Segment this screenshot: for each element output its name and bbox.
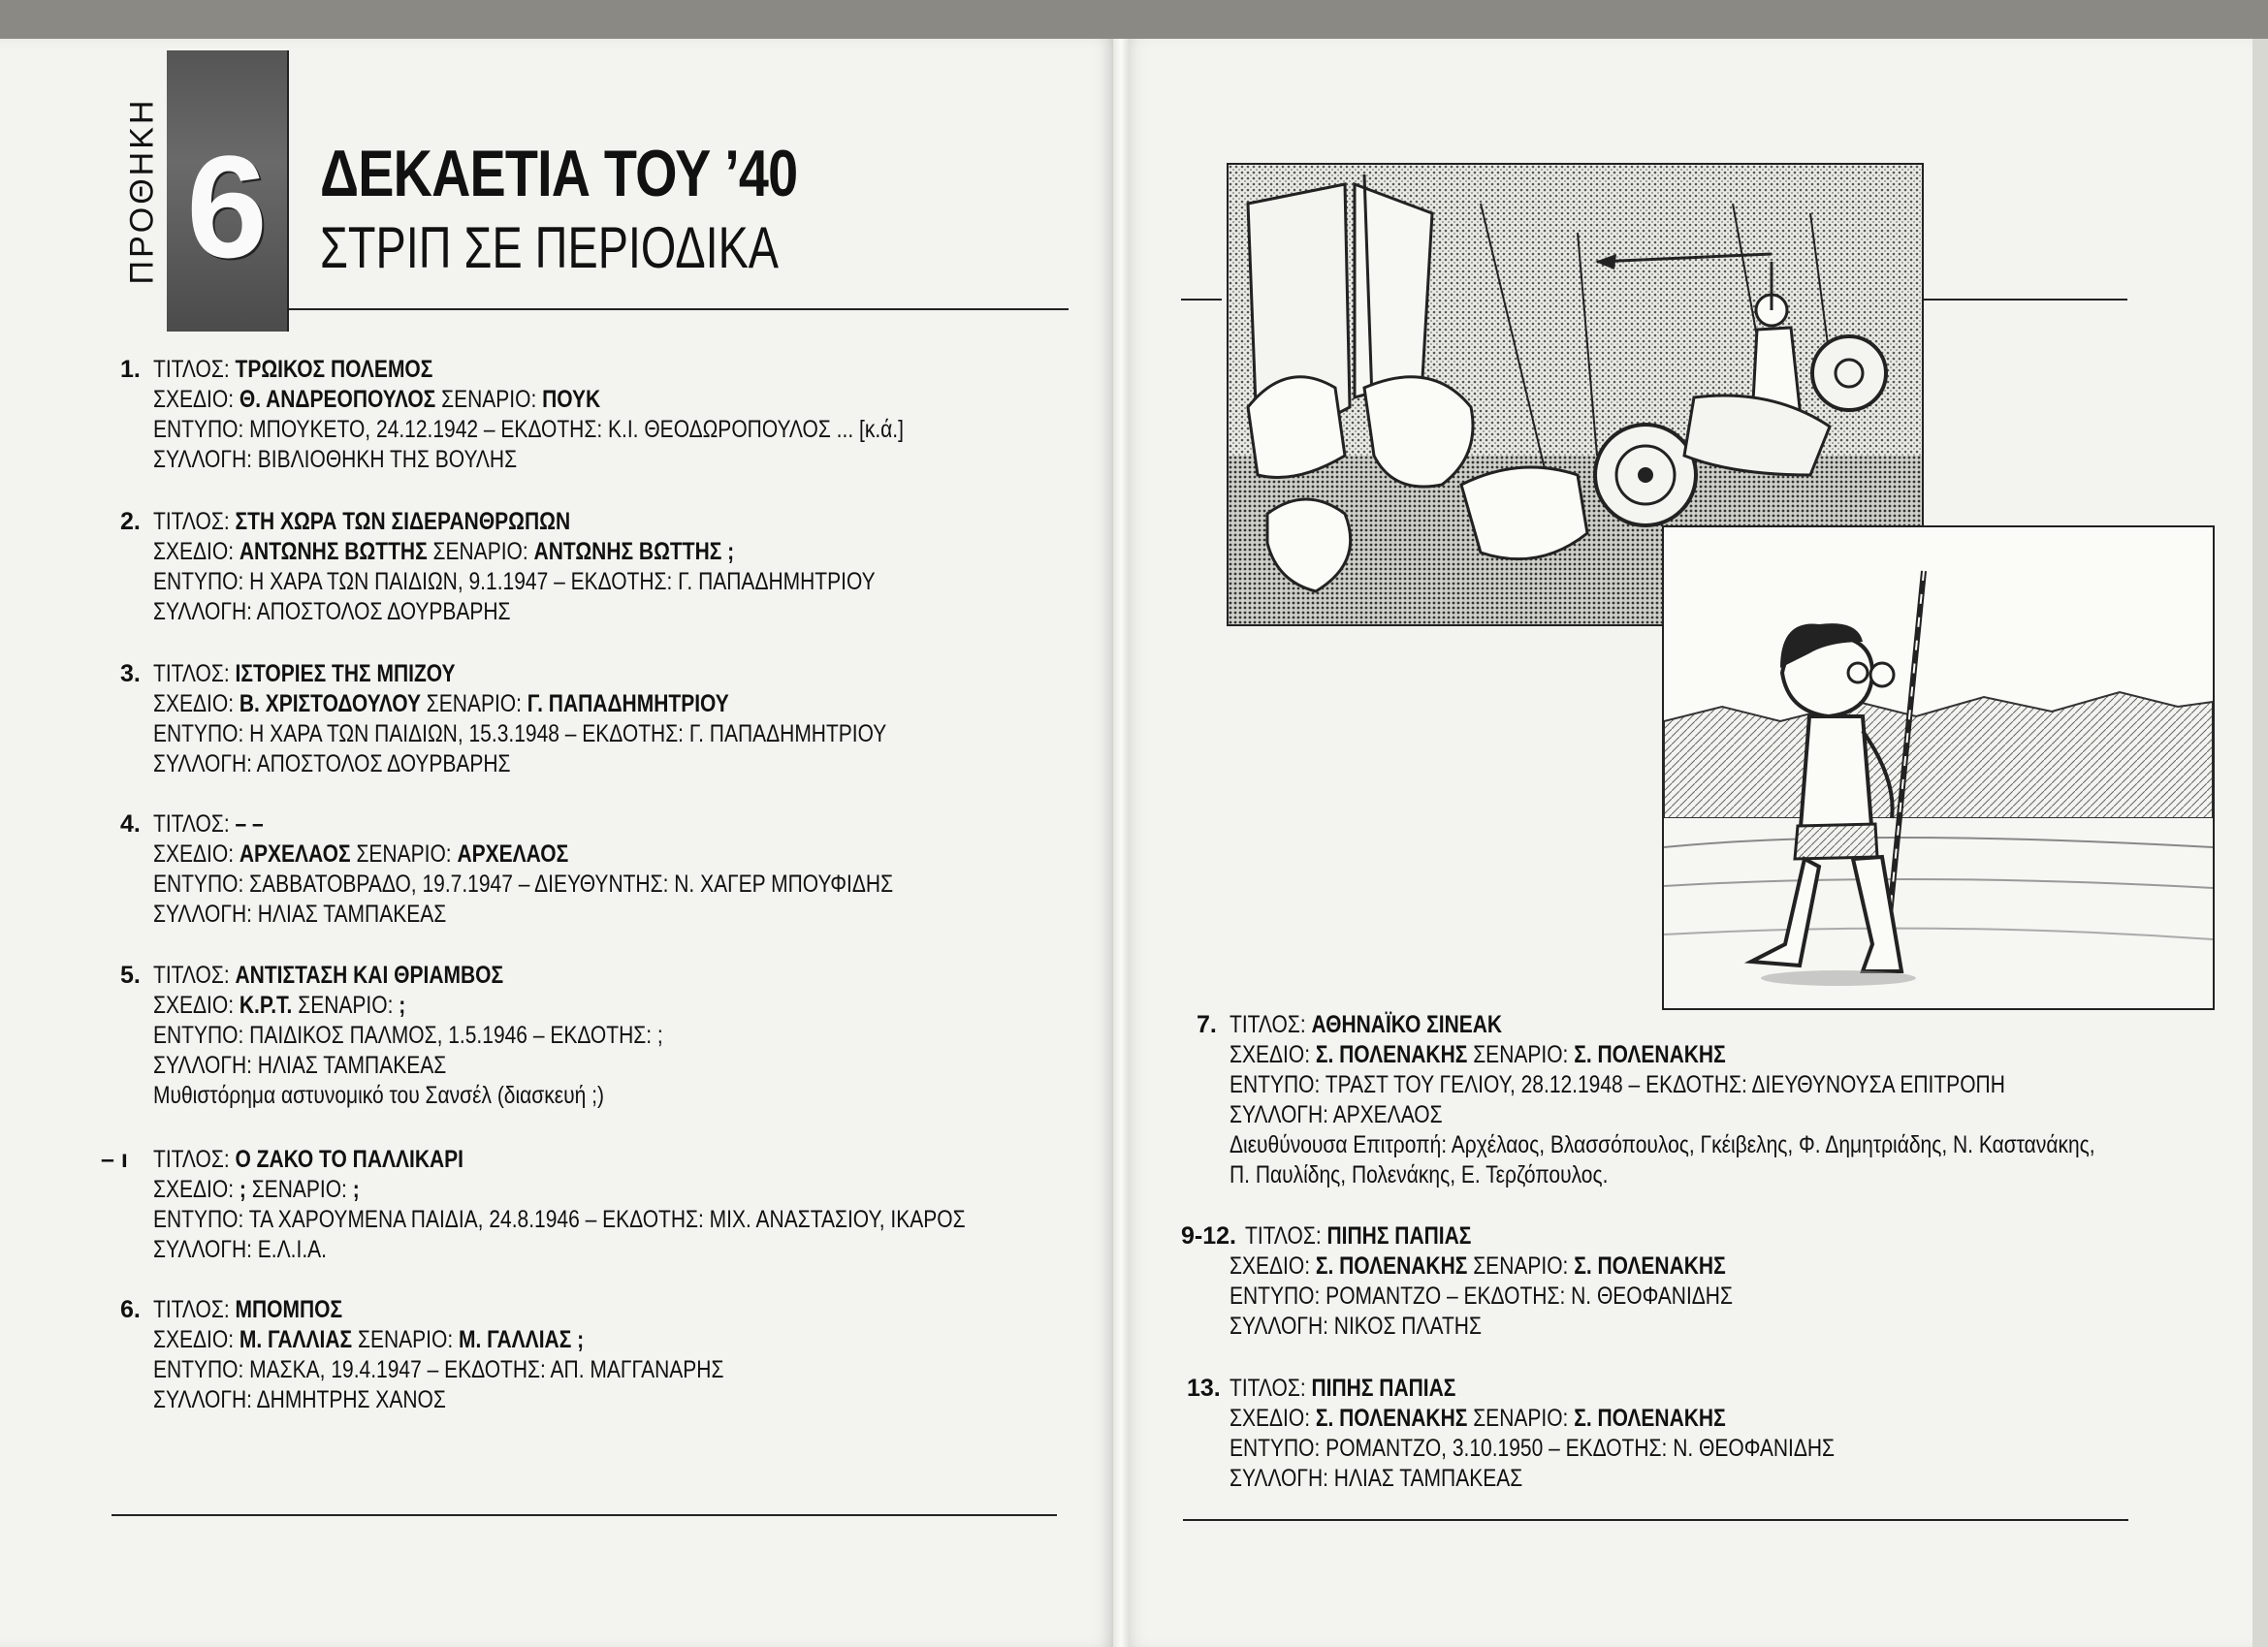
bottom-rule-right — [1183, 1519, 2128, 1521]
catalog-entry: ΤΙΤΛΟΣ: ΠΙΠΗΣ ΠΑΠΙΑΣ — [1245, 1222, 1472, 1250]
entry-number: 9-12. — [1181, 1222, 1236, 1250]
entry-title: Ο ΖΑΚΟ ΤΟ ΠΑΛΛΙΚΑΡΙ — [235, 1146, 464, 1173]
warrior-drawing — [1664, 527, 2213, 1008]
book-spine — [1113, 39, 1129, 1647]
entry-number: 13. — [1187, 1375, 1221, 1402]
page-title: ΔΕΚΑΕΤΙΑ ΤΟΥ ’40 — [320, 137, 798, 210]
catalog-entry: ΤΙΤΛΟΣ: – – ΣΧΕΔΙΟ: ΑΡΧΕΛΑΟΣ ΣΕΝΑΡΙΟ: ΑΡΧΕΛΑΟΣ ΕΝΤΥΠΟ: ΣΑΒΒΑΤΟΒΡΑΔΟ, 19.7.1947 – ΔΙΕΥΘΥΝΤΗΣ: Ν. ΧΑΓΕΡ ΜΠΟΥΦΙΔΗΣ ΣΥΛΛΟΓΗ: ΗΛΙΑΣ ΤΑΜΠΑΚΕΑΣ — [153, 810, 894, 928]
catalog-entry: ΤΙΤΛΟΣ: ΣΤΗ ΧΩΡΑ ΤΩΝ ΣΙΔΕΡΑΝΘΡΩΠΩΝ ΣΧΕΔΙΟ: ΑΝΤΩΝΗΣ ΒΩΤΤΗΣ ΣΕΝΑΡΙΟ: ΑΝΤΩΝΗΣ ΒΩΤΤΗΣ ; ΕΝΤΥΠΟ: Η ΧΑΡΑ ΤΩΝ ΠΑΙΔΙΩΝ, 9.1.1947 – ΕΚΔΟΤΗΣ: Γ. ΠΑΠΑΔΗΜΗΤΡΙΟΥ ΣΥΛΛΟΓΗ: ΑΠΟΣΤΟΛΟΣ ΔΟΥΡΒΑΡΗΣ — [153, 508, 876, 625]
bottom-rule-left — [112, 1514, 1057, 1516]
catalog-entry-details: ΣΧΕΔΙΟ: Σ. ΠΟΛΕΝΑΚΗΣ ΣΕΝΑΡΙΟ: Σ. ΠΟΛΕΝΑΚΗΣ ΕΝΤΥΠΟ: ΡΟΜΑΝΤΖΟ – ΕΚΔΟΤΗΣ: Ν. ΘΕΟΦΑΝΙΔΗΣ ΣΥΛΛΟΓΗ: ΝΙΚΟΣ ΠΛΑΤΗΣ — [1230, 1252, 1733, 1340]
section-number: 6 — [186, 125, 268, 288]
entry-number: 1. — [120, 356, 141, 383]
side-label-tab — [114, 50, 171, 332]
frame-tick-left — [1181, 299, 1222, 301]
entry-number: 4. — [120, 810, 141, 838]
entry-number: 2. — [120, 508, 141, 535]
entry-title: ΤΡΩΙΚΟΣ ΠΟΛΕΜΟΣ — [235, 356, 433, 383]
entry-title: ΣΤΗ ΧΩΡΑ ΤΩΝ ΣΙΔΕΡΑΝΘΡΩΠΩΝ — [235, 508, 571, 535]
frame-tick-right — [1922, 299, 2127, 301]
entry-number: 7. — [1197, 1011, 1217, 1038]
page-edge — [2252, 39, 2268, 1647]
page-subtitle: ΣΤΡΙΠ ΣΕ ΠΕΡΙΟΔΙΚΑ — [320, 215, 780, 280]
catalog-entry: ΤΙΤΛΟΣ: ΜΠΟΜΠΟΣ ΣΧΕΔΙΟ: Μ. ΓΑΛΛΙΑΣ ΣΕΝΑΡΙΟ: Μ. ΓΑΛΛΙΑΣ ; ΕΝΤΥΠΟ: ΜΑΣΚΑ, 19.4.1947 – ΕΚΔΟΤΗΣ: ΑΠ. ΜΑΓΓΑΝΑΡΗΣ ΣΥΛΛΟΓΗ: ΔΗΜΗΤΡΗΣ ΧΑΝΟΣ — [153, 1296, 724, 1413]
catalog-entry: ΤΙΤΛΟΣ: Ο ΖΑΚΟ ΤΟ ΠΑΛΛΙΚΑΡΙ ΣΧΕΔΙΟ: ; ΣΕΝΑΡΙΟ: ; ΕΝΤΥΠΟ: ΤΑ ΧΑΡΟΥΜΕΝΑ ΠΑΙΔΙΑ, 24.8.1946 – ΕΚΔΟΤΗΣ: ΜΙΧ. ΑΝΑΣΤΑΣΙΟΥ, ΙΚΑΡΟΣ ΣΥΛΛΟΓΗ: Ε.Λ.Ι.Α. — [153, 1146, 966, 1263]
entry-title: ΠΙΠΗΣ ΠΑΠΙΑΣ — [1326, 1222, 1472, 1250]
catalog-entry: ΤΙΤΛΟΣ: ΑΝΤΙΣΤΑΣΗ ΚΑΙ ΘΡΙΑΜΒΟΣ ΣΧΕΔΙΟ: Κ.Ρ.Τ. ΣΕΝΑΡΙΟ: ; ΕΝΤΥΠΟ: ΠΑΙΔΙΚΟΣ ΠΑΛΜΟΣ, 1.5.1946 – ΕΚΔΟΤΗΣ: ; ΣΥΛΛΟΓΗ: ΗΛΙΑΣ ΤΑΜΠΑΚΕΑΣ Μυθιστόρημα αστυνομικό του Σανσέλ (διασκευή ;) — [153, 962, 663, 1109]
catalog-entry: ΤΙΤΛΟΣ: ΤΡΩΙΚΟΣ ΠΟΛΕΜΟΣ ΣΧΕΔΙΟ: Θ. ΑΝΔΡΕΟΠΟΥΛΟΣ ΣΕΝΑΡΙΟ: ΠΟΥΚ ΕΝΤΥΠΟ: ΜΠΟΥΚΕΤΟ, 24.12.1942 – ΕΚΔΟΤΗΣ: Κ.Ι. ΘΕΟΔΩΡΟΠΟΥΛΟΣ ... [κ.ά.] ΣΥΛΛΟΓΗ: ΒΙΒΛΙΟΘΗΚΗ ΤΗΣ ΒΟΥΛΗΣ — [153, 356, 904, 473]
catalog-entry: ΤΙΤΛΟΣ: ΑΘΗΝΑΪΚΟ ΣΙΝΕΑΚ ΣΧΕΔΙΟ: Σ. ΠΟΛΕΝΑΚΗΣ ΣΕΝΑΡΙΟ: Σ. ΠΟΛΕΝΑΚΗΣ ΕΝΤΥΠΟ: ΤΡΑΣΤ ΤΟΥ ΓΕΛΙΟΥ, 28.12.1948 – ΕΚΔΟΤΗΣ: ΔΙΕΥΘΥΝΟΥΣΑ ΕΠΙΤΡΟΠΗ ΣΥΛΛΟΓΗ: ΑΡΧΕΛΑΟΣ Διευθύνουσα Επιτροπή: Αρχέλαος, Βλασσόπουλος, Γκέιβελης, Φ. Δημητριάδης, Ν. Καστανάκης, Π. Παυλίδης, Πολενάκης, Ε. Τερζόπουλος. — [1230, 1011, 2095, 1188]
header-rule — [287, 308, 1069, 310]
entry-number: 3. — [120, 660, 141, 687]
catalog-entry: ΤΙΤΛΟΣ: ΙΣΤΟΡΙΕΣ ΤΗΣ ΜΠΙΖΟΥ ΣΧΕΔΙΟ: Β. ΧΡΙΣΤΟΔΟΥΛΟΥ ΣΕΝΑΡΙΟ: Γ. ΠΑΠΑΔΗΜΗΤΡΙΟΥ ΕΝΤΥΠΟ: Η ΧΑΡΑ ΤΩΝ ΠΑΙΔΙΩΝ, 15.3.1948 – ΕΚΔΟΤΗΣ: Γ. ΠΑΠΑΔΗΜΗΤΡΙΟΥ ΣΥΛΛΟΓΗ: ΑΠΟΣΤΟΛΟΣ ΔΟΥΡΒΑΡΗΣ — [153, 660, 887, 777]
side-label: ΠΡΟΘΗΚΗ — [123, 97, 161, 285]
entry-note: Διευθύνουσα Επιτροπή: Αρχέλαος, Βλασσόπουλος, Γκέιβελης, Φ. Δημητριάδης, Ν. Καστανάκης, — [1230, 1131, 2095, 1158]
entry-title: – – — [235, 810, 264, 838]
entry-title: ΙΣΤΟΡΙΕΣ ΤΗΣ ΜΠΙΖΟΥ — [235, 660, 456, 687]
entry-number: – ı — [101, 1146, 128, 1173]
entry-number: 5. — [120, 962, 141, 989]
entry-note: Μυθιστόρημα αστυνομικό του Σανσέλ (διασκευή ;) — [153, 1082, 604, 1109]
comic-panel-warrior — [1662, 525, 2215, 1010]
entry-title: ΑΘΗΝΑΪΚΟ ΣΙΝΕΑΚ — [1311, 1011, 1503, 1038]
entry-number: 6. — [120, 1296, 141, 1323]
entry-title: ΠΙΠΗΣ ΠΑΠΙΑΣ — [1311, 1375, 1456, 1402]
catalog-entry: ΤΙΤΛΟΣ: ΠΙΠΗΣ ΠΑΠΙΑΣ ΣΧΕΔΙΟ: Σ. ΠΟΛΕΝΑΚΗΣ ΣΕΝΑΡΙΟ: Σ. ΠΟΛΕΝΑΚΗΣ ΕΝΤΥΠΟ: ΡΟΜΑΝΤΖΟ, 3.10.1950 – ΕΚΔΟΤΗΣ: Ν. ΘΕΟΦΑΝΙΔΗΣ ΣΥΛΛΟΓΗ: ΗΛΙΑΣ ΤΑΜΠΑΚΕΑΣ — [1230, 1375, 1836, 1492]
section-number-block — [167, 50, 289, 332]
entry-title: ΜΠΟΜΠΟΣ — [235, 1296, 343, 1323]
entry-title: ΑΝΤΙΣΤΑΣΗ ΚΑΙ ΘΡΙΑΜΒΟΣ — [235, 962, 504, 989]
entry-note: Π. Παυλίδης, Πολενάκης, Ε. Τερζόπουλος. — [1230, 1161, 1609, 1188]
